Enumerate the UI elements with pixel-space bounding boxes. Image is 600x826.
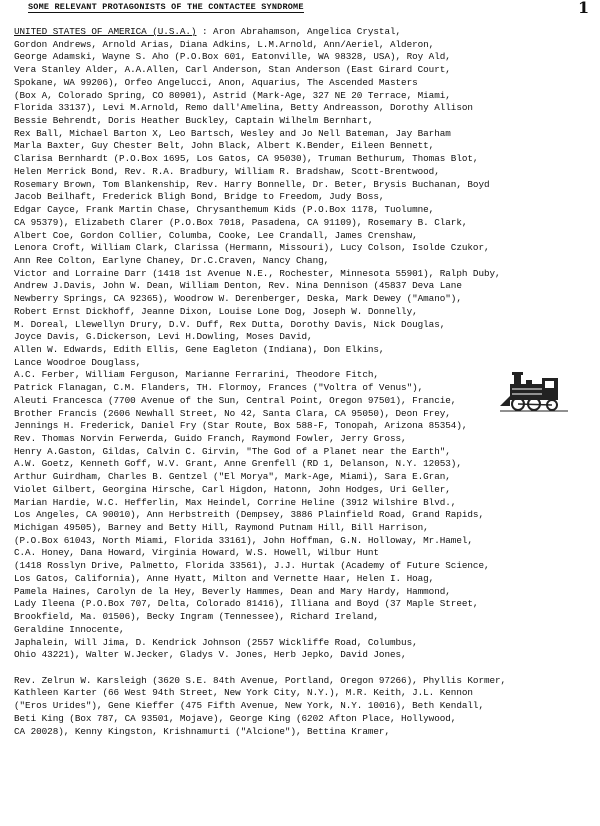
text-line: Kathleen Karter (66 West 94th Street, New York City, N.Y.), M.R. Keith, J.L. Kennon xyxy=(14,687,473,699)
text-line: Pamela Haines, Carolyn de la Hey, Beverly Hammes, Dean and Mary Hardy, Hammond, xyxy=(14,585,451,597)
text-line: Brother Francis (2606 Newhall Street, No 42, Santa Clara, CA 95050), Deon Frey, xyxy=(14,407,451,419)
text-line: Aleuti Francesca (7700 Avenue of the Sun, Central Point, Oregon 97501), Francie, xyxy=(14,394,457,406)
text-line: Beti King (Box 787, CA 93501, Mojave), George King (6202 Afton Place, Hollywood, xyxy=(14,712,457,724)
text-line: Jennings H. Frederick, Daniel Fry (Star Route, Box 588-F, Tonopah, Arizona 85354), xyxy=(14,420,468,432)
text-line: Los Angeles, CA 90010), Ann Herbstreith (Dempsey, 3886 Plainfield Road, Grand Rapids, xyxy=(14,509,484,521)
text-line: George Adamski, Wayne S. Aho (P.O.Box 601, Eatonville, WA 98328, USA), Roy Ald, xyxy=(14,51,451,63)
text-line: A.C. Ferber, William Ferguson, Marianne Ferrarini, Theodore Fitch, xyxy=(14,369,379,381)
text-line: Rev. Thomas Norvin Ferwerda, Guido Franch, Raymond Fowler, Jerry Gross, xyxy=(14,433,407,444)
text-line: Lance Woodroe Douglass, xyxy=(14,356,142,368)
text-line: Gordon Andrews, Arnold Arias, Diana Adkins, L.M.Arnold, Ann/Aeriel, Alderon, xyxy=(14,38,435,50)
text-line: Victor and Lorraine Darr (1418 1st Avenue N.E., Rochester, Minnesota 55901), Ralph Duby, xyxy=(14,267,501,279)
text-line: Spokane, WA 99206), Orfeo Angelucci, Anon, Aquarius, The Ascended Masters xyxy=(14,76,418,88)
text-line: Lady Ileena (P.O.Box 707, Delta, Colorado 81416), Illiana and Boyd (37 Maple Street, xyxy=(14,598,479,610)
text-line: Rev. Zelrun W. Karsleigh (3620 S.E. 84th Avenue, Portland, Oregon 97266), Phyllis Kormer, xyxy=(14,674,507,686)
text-line: CA 20028), Kenny Kingston, Krishnamurti ("Alcione"), Bettina Kramer, xyxy=(14,725,390,737)
text-line: C.A. Honey, Dana Howard, Virginia Howard, W.S. Howell, Wilbur Hunt xyxy=(14,547,379,559)
text-line: Jacob Beilhaft, Frederick Bligh Bond, Bridge to Freedom, Judy Boss, xyxy=(14,191,385,203)
text-line: Florida 33137), Levi M.Arnold, Remo dall'Amelina, Betty Andreasson, Dorothy Allison xyxy=(14,102,473,114)
text-line: M. Doreal, Llewellyn Drury, D.V. Duff, Rex Dutta, Dorothy Davis, Nick Douglas, xyxy=(14,318,446,330)
text-line: Marla Baxter, Guy Chester Belt, John Black, Albert K.Bender, Eileen Bennett, xyxy=(14,140,435,152)
text-line: (P.O.Box 61043, North Miami, Florida 33161), John Hoffman, G.N. Holloway, Mr.Hamel, xyxy=(14,534,473,546)
text-line: Brookfield, Ma. 01506), Becky Ingram (Tennessee), Richard Ireland, xyxy=(14,611,379,623)
text-line: Los Gatos, California), Anne Hyatt, Milton and Vernette Haar, Helen I. Hoag, xyxy=(14,572,435,584)
text-line: Rex Ball, Michael Barton X, Leo Bartsch, Wesley and Jo Nell Bateman, Jay Barham xyxy=(14,127,451,139)
text-line: Ohio 43221), Walter W.Jecker, Gladys V. Jones, Herb Jepko, David Jones, xyxy=(14,649,407,661)
text-line: ("Eros Urides"), Gene Kieffer (475 Fifth Avenue, New York, N.Y. 10016), Beth Kendall, xyxy=(14,700,484,712)
text-line: Geraldine Innocente, xyxy=(14,623,125,635)
text-line: A.W. Goetz, Kenneth Goff, W.V. Grant, Anne Grenfell (RD 1, Delanson, N.Y. 12053), xyxy=(14,458,462,470)
text-line: Helen Merrick Bond, Rev. R.A. Bradbury, William R. Bradshaw, Scott-Brentwood, xyxy=(14,165,440,177)
text-line: Allen W. Edwards, Edith Ellis, Gene Eagleton (Indiana), Don Elkins, xyxy=(14,343,385,355)
text-line: Henry A.Gaston, Gildas, Calvin C. Girvin, "The God of a Planet near the Earth", xyxy=(14,445,451,457)
text-line: Michigan 49505), Barney and Betty Hill, Raymond Putnam Hill, Bill Harrison, xyxy=(14,522,429,534)
locomotive-illustration xyxy=(500,372,568,412)
page-number: 1 xyxy=(578,0,590,17)
text-line: Newberry Springs, CA 92365), Woodrow W. Derenberger, Deska, Mark Dewey ("Amano"), xyxy=(14,293,462,305)
text-line: Lenora Croft, William Clark, Clarissa (Hermann, Missouri), Lucy Colson, Isolde Czukor, xyxy=(14,242,490,254)
text-line: Edgar Cayce, Frank Martin Chase, Chrysanthemum Kids (P.O.Box 1178, Tuolumne, xyxy=(14,204,435,216)
text-line: Albert Coe, Gordon Collier, Columba, Cooke, Lee Crandall, James Crenshaw, xyxy=(14,229,418,241)
section-heading: UNITED STATES OF AMERICA (U.S.A.) xyxy=(14,26,197,37)
text-line: CA 95379), Elizabeth Clarer (P.O.Box 7018, Pasadena, CA 91109), Rosemary B. Clark, xyxy=(14,216,468,228)
text-line: Clarisa Bernhardt (P.O.Box 1695, Los Gatos, CA 95030), Truman Bethurum, Thomas Blot, xyxy=(14,153,479,165)
text-line: Patrick Flanagan, C.M. Flanders, TH. Flormoy, Frances ("Voltra of Venus"), xyxy=(14,382,424,394)
text-line: Robert Ernst Dickhoff, Jeanne Dixon, Louise Lone Dog, Joseph W. Donnelly, xyxy=(14,305,418,317)
text-line: Andrew J.Davis, John W. Dean, William Denton, Rev. Nina Dennison (45837 Deva Lane xyxy=(14,280,462,292)
text-line: Bessie Behrendt, Doris Heather Buckley, Captain Wilhelm Bernhart, xyxy=(14,115,374,127)
text-line: Ann Ree Colton, Earlyne Chaney, Dr.C.Craven, Nancy Chang, xyxy=(14,254,330,266)
text-line: Marian Hardie, W.C. Hefferlin, Max Heindel, Corrine Heline (3912 Wilshire Blvd., xyxy=(14,496,457,508)
text-line: Japhalein, Will Jima, D. Kendrick Johnson (2557 Wickliffe Road, Columbus, xyxy=(14,636,418,648)
text-line: (1418 Rosslyn Drive, Palmetto, Florida 33561), J.J. Hurtak (Academy of Future Science, xyxy=(14,560,490,572)
text-line-rest: : Aron Abrahamson, Angelica Crystal, xyxy=(196,26,402,37)
text-line: (Box A, Colorado Spring, CO 80901), Astrid (Mark-Age, 327 NE 20 Terrace, Miami, xyxy=(14,89,451,101)
text-line: Arthur Guirdham, Charles B. Gentzel ("El Morya", Mark-Age, Miami), Sara E.Gran, xyxy=(14,471,451,483)
document-title: SOME RELEVANT PROTAGONISTS OF THE CONTACTEE SYNDROME xyxy=(28,2,304,12)
text-line: Joyce Davis, G.Dickerson, Levi H.Dowling, Moses David, xyxy=(14,331,313,343)
text-line xyxy=(14,26,594,39)
text-line: Violet Gilbert, Georgina Hirsche, Carl Higdon, Hatonn, John Hodges, Uri Geller, xyxy=(14,483,451,495)
text-line: Vera Stanley Alder, A.A.Allen, Carl Anderson, Stan Anderson (East Girard Court, xyxy=(14,64,451,76)
text-line: Rosemary Brown, Tom Blankenship, Rev. Harry Bonnelle, Dr. Beter, Brysis Buchanan, Boyd xyxy=(14,178,490,190)
text-line xyxy=(14,662,594,675)
